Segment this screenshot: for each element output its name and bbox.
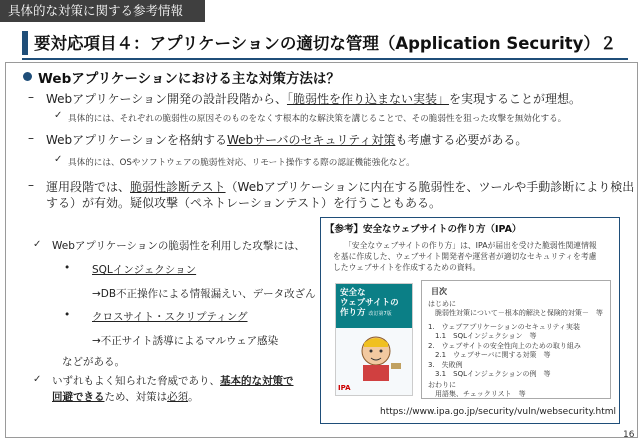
toc-item: 3.1 SQLインジェクションの例 等 xyxy=(428,370,551,378)
sub-bullet-icon: • xyxy=(64,262,71,274)
dash-icon: – xyxy=(28,178,34,192)
toc-item: 1.1 SQLインジェクション 等 xyxy=(428,332,537,340)
check-icon: ✓ xyxy=(33,374,42,385)
toc-item: 用語集、チェックリスト 等 xyxy=(428,390,526,398)
category-tag: 具体的な対策に関する参考情報 xyxy=(0,0,205,22)
conclusion-line2: 回避できるため、対策は必須。 xyxy=(52,391,199,403)
book-illustration-icon xyxy=(347,333,405,381)
reference-title: 【参考】安全なウェブサイトの作り方（IPA） xyxy=(325,224,522,235)
item-2-detail: 具体的には、OSやソフトウェアの脆弱性対応、リモート操作する際の認証機能強化など。 xyxy=(68,158,415,168)
reference-desc-line: したウェブサイトを作成するための資料。 xyxy=(333,263,481,272)
attacks-outro: などがある。 xyxy=(62,356,125,368)
toc-item: 2. ウェブサイトの安全性向上のための取り組み xyxy=(428,342,581,350)
toc-item: 1. ウェブアプリケーションのセキュリティ実装 xyxy=(428,323,580,331)
toc-item: 脆弱性対策について－根本的解決と保険的対策－ 等 xyxy=(428,309,603,317)
main-heading: Webアプリケーションにおける主な対策方法は？ xyxy=(38,71,340,87)
reference-desc-line: を基に作成した、ウェブサイト開発者や運営者が適切なセキュリティを考慮 xyxy=(333,252,597,261)
title-accent-bar xyxy=(22,31,28,55)
sub-bullet-icon: • xyxy=(64,309,71,321)
reference-desc-line: 「安全なウェブサイトの作り方」は、IPAが届出を受けた脆弱性関連情報 xyxy=(344,241,597,250)
item-3-text: 運用段階では、脆弱性診断テスト（Webアプリケーションに内在する脆弱性を、ツールや手動診断により検出 xyxy=(46,180,635,194)
check-icon: ✓ xyxy=(33,239,42,250)
attack-xss-effect: →不正サイト誘導によるマルウェア感染 xyxy=(92,335,279,347)
toc-item: はじめに xyxy=(428,300,456,308)
title-divider xyxy=(22,58,628,60)
conclusion-line1: いずれもよく知られた脅威であり、基本的な対策で xyxy=(52,375,294,387)
publisher-logo: IPA xyxy=(338,384,351,392)
page-title: 要対応項目４：アプリケーションの適切な管理（Application Security）２ xyxy=(34,34,617,53)
toc-item: 2.1 ウェブサーバに関する対策 等 xyxy=(428,351,551,359)
book-title: 安全な ウェブサイトの 作り方 改訂第7版 xyxy=(340,288,399,318)
check-icon: ✓ xyxy=(54,110,63,121)
item-1-text: Webアプリケーション開発の設計段階から、「脆弱性を作り込まない実装」を実現することが理想。 xyxy=(46,92,581,106)
bullet-icon xyxy=(23,72,32,81)
toc-heading: 目次 xyxy=(431,287,447,296)
reference-url-link[interactable]: https://www.ipa.go.jp/security/vuln/websecurity.html xyxy=(380,407,616,417)
toc-item: おわりに xyxy=(428,381,456,389)
item-1-detail: 具体的には、それぞれの脆弱性の原因そのものをなくす根本的な解決策を講じることで、その脆弱性を狙った攻撃を無効化する。 xyxy=(68,114,567,124)
attacks-intro: Webアプリケーションの脆弱性を利用した攻撃には、 xyxy=(52,240,305,252)
item-3-text-line2: する）が有効。疑似攻撃（ペネトレーションテスト）を行うこともある。 xyxy=(46,196,442,210)
check-icon: ✓ xyxy=(54,154,63,165)
dash-icon: – xyxy=(28,90,34,104)
page-number: 16 xyxy=(623,430,635,440)
attack-sql-injection: SQLインジェクション xyxy=(92,264,197,276)
toc-item: 3. 失敗例 xyxy=(428,361,463,369)
item-2-text: Webアプリケーションを格納するWebサーバのセキュリティ対策も考慮する必要がある。 xyxy=(46,133,528,147)
attack-xss: クロスサイト・スクリプティング xyxy=(92,311,248,323)
attack-sql-effect: →DB不正操作による情報漏えい、データ改ざん xyxy=(92,288,316,300)
dash-icon: – xyxy=(28,131,34,145)
